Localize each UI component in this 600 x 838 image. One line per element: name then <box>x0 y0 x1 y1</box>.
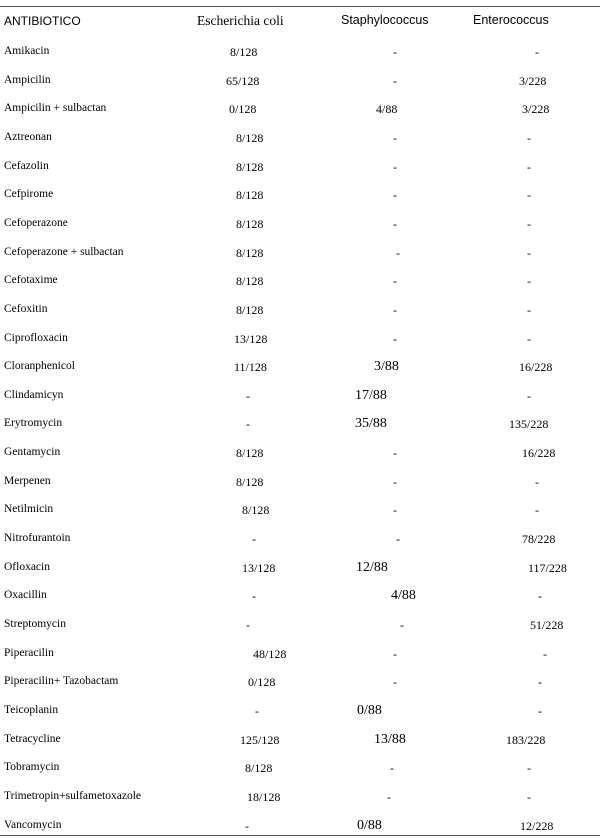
ecoli-value: - <box>252 589 256 604</box>
ecoli-value: 13/128 <box>234 331 268 346</box>
ecoli-value: - <box>252 532 256 547</box>
staphylococcus-value: - <box>393 474 397 489</box>
antibiotic-name: Aztreonan <box>4 130 52 143</box>
staphylococcus-value: - <box>393 646 397 661</box>
antibiotic-name: Ampicilin <box>4 73 51 86</box>
enterococcus-value: 117/228 <box>528 560 567 575</box>
antibiotic-name: Ciprofloxacin <box>4 331 68 344</box>
antibiotic-name: Tetracycline <box>4 732 61 745</box>
enterococcus-value: - <box>543 646 547 661</box>
ecoli-value: 8/128 <box>242 503 270 518</box>
staphylococcus-value: - <box>393 675 397 690</box>
antibiotic-name: Trimetropin+sulfametoxazole <box>4 789 142 802</box>
enterococcus-value: - <box>535 503 539 518</box>
staphylococcus-value: - <box>400 618 404 632</box>
ecoli-value: 8/128 <box>236 474 264 489</box>
antibiotic-name: Cefotaxime <box>4 274 58 287</box>
ecoli-value: 125/128 <box>240 732 280 747</box>
header-enterococcus: Enterococcus <box>473 13 549 27</box>
ecoli-value: 8/128 <box>245 761 273 776</box>
header-antibiotic: ANTIBIOTICO <box>4 14 81 28</box>
enterococcus-value: - <box>538 589 542 604</box>
ecoli-value: 8/128 <box>236 274 264 289</box>
ecoli-value: 18/128 <box>247 789 281 804</box>
enterococcus-value: 12/228 <box>520 818 554 833</box>
staphylococcus-value: - <box>396 245 400 260</box>
staphylococcus-value: 0/88 <box>357 702 382 718</box>
antibiotic-name: Cefazolin <box>4 159 49 172</box>
enterococcus-value: 183/228 <box>506 732 546 747</box>
ecoli-value: 0/128 <box>248 675 276 690</box>
antibiotic-name: Merpenen <box>4 474 51 487</box>
enterococcus-value: 3/228 <box>519 73 547 88</box>
antibiotic-name: Teicoplanin <box>4 703 59 716</box>
ecoli-value: 8/128 <box>230 45 258 59</box>
staphylococcus-value: - <box>393 159 397 174</box>
antibiotic-name: Ofloxacin <box>4 560 50 573</box>
ecoli-value: - <box>255 703 259 718</box>
ecoli-value: 8/128 <box>236 302 264 317</box>
enterococcus-value: - <box>527 130 531 145</box>
ecoli-value: 11/128 <box>234 360 267 375</box>
antibiotic-name: Ampicilin + sulbactan <box>4 102 107 115</box>
table-bottom-rule <box>0 835 600 836</box>
ecoli-value: 65/128 <box>226 73 260 88</box>
table-top-rule <box>0 6 600 7</box>
staphylococcus-value: 13/88 <box>374 731 406 747</box>
ecoli-value: 8/128 <box>236 130 264 145</box>
enterococcus-value: - <box>527 188 531 203</box>
antibiotic-name: Erytromycin <box>4 417 63 430</box>
staphylococcus-value: - <box>393 302 397 317</box>
enterococcus-value: - <box>527 302 531 317</box>
antibiotic-name: Gentamycin <box>4 446 61 459</box>
staphylococcus-value: 4/88 <box>376 102 398 117</box>
ecoli-value: 8/128 <box>236 188 264 203</box>
ecoli-value: - <box>246 388 250 403</box>
ecoli-value: 8/128 <box>236 245 264 260</box>
staphylococcus-value: - <box>393 73 397 88</box>
antibiotic-name: Netilmicin <box>4 503 54 516</box>
enterococcus-value: 3/228 <box>522 102 550 117</box>
ecoli-value: - <box>246 618 250 632</box>
enterococcus-value: - <box>538 675 542 690</box>
staphylococcus-value: - <box>393 503 397 518</box>
enterococcus-value: 16/228 <box>519 360 553 375</box>
antibiotic-name: Cefpirome <box>4 188 54 201</box>
staphylococcus-value: - <box>393 216 397 231</box>
ecoli-value: 13/128 <box>242 560 276 575</box>
staphylococcus-value: - <box>393 331 397 346</box>
enterococcus-value: - <box>538 703 542 718</box>
enterococcus-value: - <box>535 45 539 59</box>
ecoli-value: 8/128 <box>236 159 264 174</box>
ecoli-value: - <box>245 818 249 833</box>
antibiotic-name: Piperacilin+ Tazobactam <box>4 675 119 688</box>
antibiotic-name: Clindamicyn <box>4 388 64 401</box>
enterococcus-value: - <box>527 245 531 260</box>
staphylococcus-value: 0/88 <box>357 817 382 833</box>
enterococcus-value: - <box>527 274 531 289</box>
antibiotic-name: Cefoxitin <box>4 302 48 315</box>
enterococcus-value: - <box>527 159 531 174</box>
staphylococcus-value: - <box>393 274 397 289</box>
staphylococcus-value: 3/88 <box>374 359 399 375</box>
staphylococcus-value: - <box>393 130 397 145</box>
staphylococcus-value: - <box>390 761 394 776</box>
staphylococcus-value: 35/88 <box>355 416 387 432</box>
antibiotic-name: Piperacilin <box>4 646 54 659</box>
enterococcus-value: - <box>527 331 531 346</box>
enterococcus-value: 78/228 <box>522 532 556 547</box>
enterococcus-value: - <box>527 761 531 776</box>
staphylococcus-value: 12/88 <box>356 559 388 575</box>
enterococcus-value: 16/228 <box>522 446 556 461</box>
enterococcus-value: - <box>535 474 539 489</box>
enterococcus-value: 51/228 <box>530 618 564 632</box>
antibiotic-name: Streptomycin <box>4 618 66 630</box>
ecoli-value: - <box>246 417 250 432</box>
antibiotic-name: Tobramycin <box>4 761 60 774</box>
enterococcus-value: - <box>527 216 531 231</box>
header-staphylococcus: Staphylococcus <box>341 13 429 27</box>
staphylococcus-value: - <box>393 446 397 461</box>
ecoli-value: 8/128 <box>236 216 264 231</box>
staphylococcus-value: 17/88 <box>355 387 387 403</box>
enterococcus-value: 135/228 <box>509 417 549 432</box>
staphylococcus-value: - <box>393 45 397 59</box>
staphylococcus-value: - <box>393 188 397 203</box>
antibiotic-name: Nitrofurantoin <box>4 532 71 545</box>
staphylococcus-value: 4/88 <box>391 588 416 604</box>
antibiotic-name: Cefoperazone <box>4 216 68 229</box>
header-escherichia-coli: Escherichia coli <box>197 13 284 28</box>
ecoli-value: 48/128 <box>253 646 287 661</box>
ecoli-value: 8/128 <box>236 446 264 461</box>
staphylococcus-value: - <box>396 532 400 547</box>
ecoli-value: 0/128 <box>229 102 257 117</box>
antibiotic-name: Cefoperazone + sulbactan <box>4 245 124 258</box>
staphylococcus-value: - <box>387 789 391 804</box>
enterococcus-value: - <box>527 789 531 804</box>
antibiotic-name: Oxacillin <box>4 589 47 602</box>
antibiotic-name: Vancomycin <box>4 818 62 831</box>
antibiotic-name: Amikacin <box>4 45 50 57</box>
enterococcus-value: - <box>527 388 531 403</box>
antibiotic-name: Cloranphenicol <box>4 360 75 373</box>
